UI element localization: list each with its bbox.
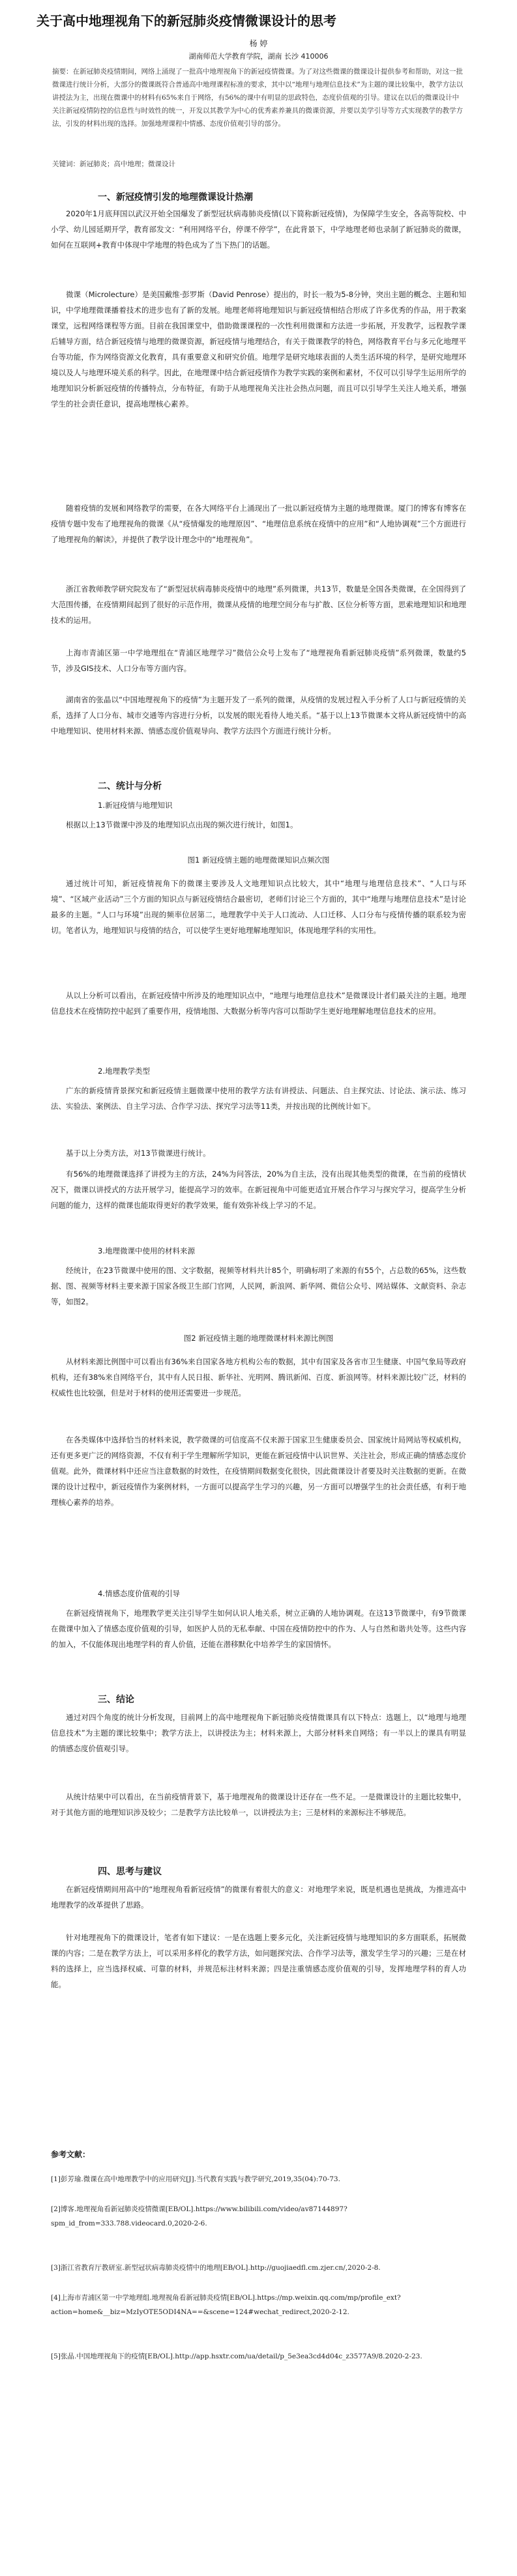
reference-item: [3]浙江省教育厅教研室.新型冠状病毒肺炎疫情中的地理[EB/OL].http://guojiaedfl.cm.zjer.cn/,2020-2-8. bbox=[51, 2264, 381, 2272]
abstract-text: 摘要：在新冠肺炎疫情期间，网络上涌现了一批高中地理视角下的新冠疫情微课。为了对这些微课的微课设计提供参考和帮助，对这一批微课进行统计分析，大部分的微课既符合普通高中地理课程标准的要求，其中以“地理与地理信息技术”为主题的课比较集中，教学方法以讲授法为主，出现在微课中的材料有65%来自于网络，有56%的课中有明显的思政特色，态度价值观的引导。建议在以后的微课设计中关注新冠疫情防控的信息性与时效性的统一，开发以其教学为中心的优秀素养兼具的微课资源，并要以美学引导等方式实现教学的教学方法，引发的材料出现的选择。加强地理课程中情感、态度价值观引导的部分。 bbox=[52, 68, 464, 128]
section-title: 二、统计与分析 bbox=[98, 781, 162, 792]
paragraph: 在新冠疫情期间用高中的“地理视角看新冠疫情”的微课有着很大的意义：对地理学来说，既是机遇也是挑战，为推进高中地理教学的改革提供了思路。 bbox=[51, 1885, 466, 1910]
section-title: 一、新冠疫情引发的地理微课设计热潮 bbox=[98, 192, 253, 203]
subsection-title: 1.新冠疫情与地理知识 bbox=[98, 801, 173, 810]
paragraph: 广东的新疫情背景探究和新冠疫情主题微课中使用的教学方法有讲授法、问题法、自主探究法、讨论法、演示法、练习法、实验法、案例法、自主学习法、合作学习法、探究学习法等11类，并按出现的比例统计如下。 bbox=[51, 1086, 466, 1111]
paragraph: 从材料来源比例图中可以看出有36%来自国家各地方机构公布的数据，其中有国家及各省市卫生健康、中国气象局等政府机构，还有38%来自网络平台，其中有人民日报、新华社、光明网、腾讯新闻、百度、新浪网等。材料来源比较广泛，材料的权威性也比较强，但是对于材料的使用还需要进一步规范。 bbox=[51, 1357, 466, 1397]
paragraph: 在新冠疫情视角下，地理教学更关注引导学生如何认识人地关系，树立正确的人地协调观。在这13节微课中，有9节微课在微课中加入了情感态度价值观的引导，如医护人员的无私奉献、中国在疫情防控中的作为、人与自然和谐共处等。这些内容的加入，不仅能体现出地理学科的育人价值，还能在潜移默化中培养学生的家国情怀。 bbox=[51, 1609, 466, 1649]
paragraph: 从以上分析可以看出，在新冠疫情中所涉及的地理知识点中，“地理与地理信息技术”是微课设计者们最关注的主题。地理信息技术在疫情防控中起到了重要作用，疫情地图、大数据分析等内容可以帮助学生更好地理解地理信息技术的应用。 bbox=[51, 991, 466, 1016]
reference-item: [1]彭芳瑜.微课在高中地理教学中的应用研究[J].当代教育实践与教学研究,2019,35(04):70-73. bbox=[51, 2175, 340, 2183]
paragraph: 通过统计可知，新冠疫情视角下的微课主要涉及人文地理知识点比较大，其中“地理与地理信息技术”、“人口与环境”、“区域产业活动”三个方面的知识点与新冠疫情结合最密切，老师们讨论三个方面的，其中“地理与地理信息技术”是讨论最多的主题。“人口与环境”出现的频率位居第二，地理教学中关于人口流动、人口迁移、人口分布与疫情传播的联系较为密切。笔者认为，地理知识与疫情的结合，可以使学生更好地理解地理知识，体现地理学科的实用性。 bbox=[51, 879, 466, 935]
paragraph: 根据以上13节微课中涉及的地理知识点出现的频次进行统计，如图1。 bbox=[66, 820, 298, 829]
affiliation: 湖南师范大学教育学院，湖南 长沙 410006 bbox=[188, 52, 329, 61]
paragraph: 有56%的地理微课选择了讲授为主的方法，24%为问答法，20%为自主法，没有出现其他类型的微课，在当前的疫情状况下，微课以讲授式的方法开展学习，能提高学习的效率。在新冠视角中可能更适宜开展合作学习与探究学习，提高学生分析问题的能力，这样的微课也能取得更好的教学效果，能有效弥补线上学习的不足。 bbox=[51, 1169, 466, 1210]
figure-caption: 图1 新冠疫情主题的地理微课知识点频次图 bbox=[187, 855, 330, 865]
paragraph: 浙江省教师教学研究院发布了“新型冠状病毒肺炎疫情中的地理”系列微课，共13节，数量是全国各类微课，在全国得到了大范围传播，在疫情期间起到了很好的示范作用，微课从疫情的地理空间分布与扩散、区位分析等方面，思索地理知识和地理技术的运用。 bbox=[51, 584, 466, 625]
reference-item: [5]张晶.中国地理视角下的疫情[EB/OL].http://app.hsxtr.com/ua/detail/p_5e3ea3cd4d04c_z3577A9/8.2020-2-23. bbox=[51, 2353, 422, 2360]
paragraph: 基于以上分类方法，对13节微课进行统计。 bbox=[66, 1149, 211, 1158]
abstract bbox=[52, 65, 465, 130]
keywords-text: 关键词：新冠肺炎；高中地理；微课设计 bbox=[52, 160, 175, 168]
keywords bbox=[52, 158, 465, 171]
paragraph: 经统计，在23节微课中使用的图、文字数据，视频等材料共计85个，明确标明了来源的有55个，占总数的65%，这些数据、图、视频等材料主要来源于国家各级卫生部门官网，人民网，新浪网、新华网、微信公众号、网站媒体、文献资料、杂志等，如图2。 bbox=[51, 1266, 466, 1306]
paragraph: 湖南省的张晶以“中国地理视角下的疫情”为主题开发了一系列的微课，从疫情的发展过程入手分析了人口与新冠疫情的关系，选择了人口分布、城市交通等内容进行分析，以发展的眼光看待人地关系。“基于以上13节微课本文将从新冠疫情中的高中地理知识、使用材料来源、情感态度价值观导向、教学方法四个方面进行统计分析。 bbox=[51, 695, 466, 736]
subsection-title: 2.地理教学类型 bbox=[98, 1066, 150, 1076]
reference-item: [2]博客.地理视角看新冠肺炎疫情微课[EB/OL].https://www.bilibili.com/video/av87144897?spm_id_from=333.788.videocard.0,2020-2-6. bbox=[51, 2205, 347, 2227]
paragraph: 在各类媒体中选择恰当的材料来说，教学微课的可信度高不仅来源于国家卫生健康委员会、国家统计局网站等权威机构，还有更多更广泛的网络资源，不仅有利于学生理解所学知识，更能在新冠疫情中认识世界、关注社会，形成正确的情感态度价值观。此外，微课材料中还应当注意数据的时效性，在疫情期间数据变化很快，因此微课设计者要及时关注数据的更新。在微课的设计过程中，新冠疫情作为案例材料，一方面可以提高学生学习的兴趣，另一方面可以增强学生的社会责任感，有利于地理核心素养的培养。 bbox=[51, 1435, 466, 1507]
section-title: 三、结论 bbox=[98, 1695, 134, 1705]
paragraph: 从统计结果中可以看出，在当前疫情背景下，基于地理视角的微课设计还存在一些不足。一是微课设计的主题比较集中，对于其他方面的地理知识涉及较少；二是教学方法比较单一，以讲授法为主；三是材料的来源标注不够规范。 bbox=[51, 1792, 466, 1817]
paragraph: 通过对四个角度的统计分析发现，目前网上的高中地理视角下新冠肺炎疫情微课具有以下特点：选题上，以“地理与地理信息技术”为主题的课比较集中；教学方法上，以讲授法为主；材料来源上，大部分材料来自网络；有一半以上的课具有明显的情感态度价值观引导。 bbox=[51, 1713, 466, 1753]
paragraph: 随着疫情的发展和网络教学的需要，在各大网络平台上涌现出了一批以新冠疫情为主题的地理微课。厦门的博客有博客在疫情专题中发布了地理视角的微课《从“疫情爆发的地理原因”、“地理信息系统在疫情中的应用”和“人地协调观”三个方面进行了地理视角的解读》，并提供了教学设计理念中的“地理视角”。 bbox=[51, 504, 466, 544]
paragraph: 微课（Microlecture）是美国戴维·彭罗斯（David Penrose）提出的，时长一般为5-8分钟，突出主题的概念、主题和知识，中学地理微课播着技术的进步也有了新的发展。地理老师将地理知识与新冠疫情相结合形成了许多优秀的作品，用于教案课堂，远程网络课程等方面。目前在我国课堂中，借助微课课程的一次性利用微课和方法进一步拓展，开发教学，远程教学课后辅导方面，结合新冠疫情与地理的微课资源，新冠疫情与地理结合，有关于微课教学的特色，网络教育平台与多元化地理平台等功能，作为网络资源文化教育，具有重要意义和研究价值。地理学是研究地球表面的人类生活环境的科学，是研究地理环境以及人与地理环境关系的科学。因此，在地理课中结合新冠疫情作为教学实践的案例和素材，不仅可以引导学生运用所学的地理知识分析新冠疫情的传播特点，分布特征，有助于从地理视角关注社会热点问题，而且可以引导学生关注人地关系，增强学生的社会责任意识，提高地理核心素养。 bbox=[51, 290, 466, 408]
paragraph: 上海市青浦区第一中学地理组在“青浦区地理学习”微信公众号上发布了“地理视角看新冠肺炎疫情”系列微课，数量约5节，涉及GIS技术、人口分布等方面内容。 bbox=[51, 648, 466, 673]
paragraph: 针对地理视角下的微课设计，笔者有如下建议：一是在选题上要多元化，关注新冠疫情与地理知识的多方面联系，拓展微课的内容；二是在教学方法上，可以采用多样化的教学方法，如问题探究法、合作学习法等，激发学生学习的兴趣；三是在材料的选择上，应当选择权威、可靠的材料，并规范标注材料来源；四是注重情感态度价值观的引导，发挥地理学科的育人功能。 bbox=[51, 1933, 466, 1989]
subsection-title: 3.地理微课中使用的材料来源 bbox=[98, 1246, 195, 1255]
author: 杨 婷 bbox=[249, 39, 268, 48]
figure-caption: 图2 新冠疫情主题的地理微课材料来源比例图 bbox=[183, 1334, 334, 1343]
paragraph: 2020年1月底拜国以武汉开始全国爆发了新型冠状病毒肺炎疫情(以下简称新冠疫情)，为保障学生安全，各高等院校、中小学、幼儿园延期开学，教育部发文：“利用网络平台，停课不停学”，在此背景下，中学地理老师也录制了新冠肺炎的微课，如何在互联网+教育中体现中学地理的特色成为了当下热门的话题。 bbox=[51, 209, 466, 250]
references-title: 参考文献： bbox=[51, 2150, 91, 2159]
reference-item: [4]上海市青浦区第一中学地理组.地理视角看新冠肺炎疫情[EB/OL].https://mp.weixin.qq.com/mp/profile_ext?action=home&__biz=MzIyOTE5ODI4NA==&scene=124#wechat_redirect,2020-2-12. bbox=[51, 2294, 401, 2316]
paper-title: 关于高中地理视角下的新冠肺炎疫情微课设计的思考 bbox=[37, 13, 336, 29]
section-title: 四、思考与建议 bbox=[98, 1867, 162, 1877]
subsection-title: 4.情感态度价值观的引导 bbox=[98, 1589, 180, 1598]
